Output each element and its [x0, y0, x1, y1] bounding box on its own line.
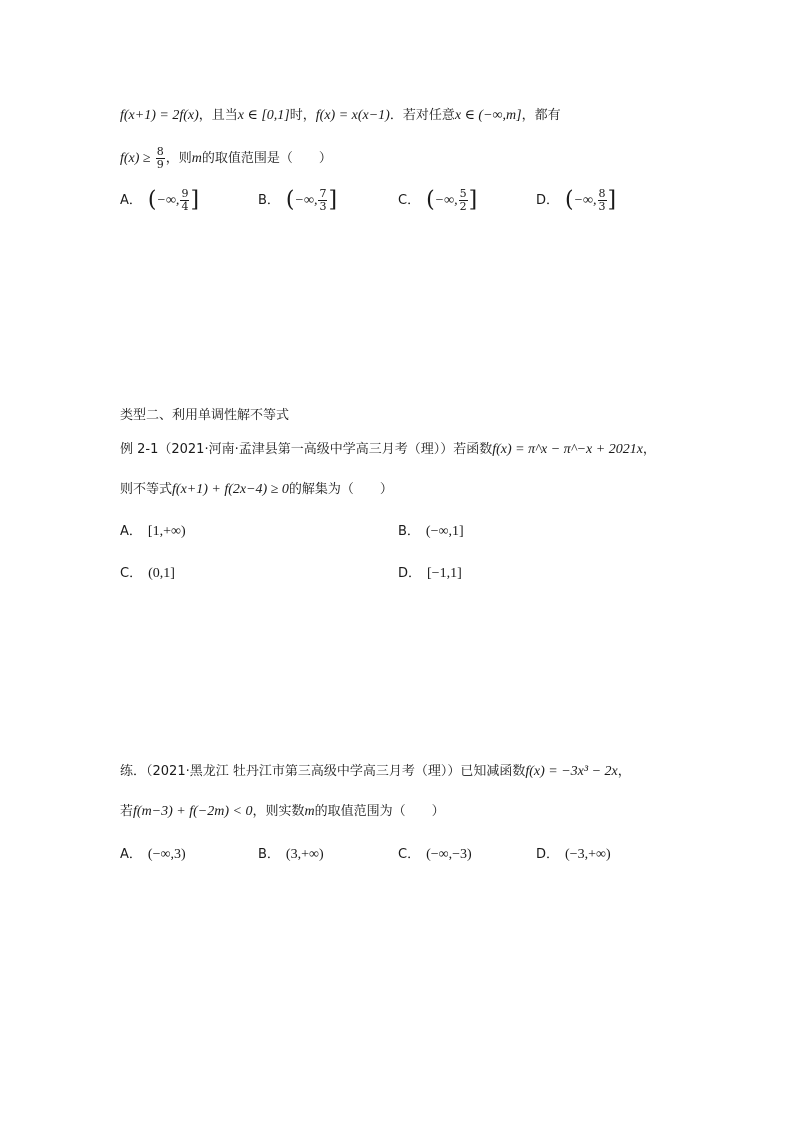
q1-option-b: B． (−∞, $\frac{7}{3}$ ]	[258, 187, 338, 213]
ex21-line-1: 例 2-1（2021·河南·孟津县第一高级中学高三月考（理））若函数f(x) = π^x − π^−x + 2021x，	[120, 442, 656, 457]
ex21-option-a: A． [1,+∞)	[120, 524, 186, 539]
q1-inequality: f(x) ≥	[120, 151, 151, 166]
q1-option-c: C． (−∞, $\frac{5}{2}$ ]	[398, 187, 478, 213]
q1-variable: m	[191, 151, 202, 166]
section-heading: 类型二、利用单调性解不等式	[120, 408, 290, 423]
practice-option-b: B． (3,+∞)	[258, 847, 324, 862]
q1-equation-2: f(x) = x(x−1)	[315, 108, 390, 123]
ex21-function: f(x) = π^x − π^−x + 2021x	[492, 442, 643, 457]
q1-condition: x ∈ [0,1]	[237, 108, 290, 123]
ex21-option-b: B． (−∞,1]	[398, 524, 464, 539]
q1-line-1: f(x+1) = 2f(x)，且当x ∈ [0,1]时，f(x) = x(x−1)．若对任意x ∈ (−∞,m]，都有	[120, 108, 561, 123]
practice-function: f(x) = −3x³ − 2x	[525, 764, 618, 779]
practice-line-2: 若f(m−3) + f(−2m) < 0，则实数m的取值范围为（ ）	[120, 804, 445, 819]
ex21-line-2: 则不等式f(x+1) + f(2x−4) ≥ 0的解集为（ ）	[120, 482, 393, 497]
q1-option-a: A． (−∞, $\frac{9}{4}$ ]	[120, 187, 200, 213]
practice-variable: m	[304, 804, 315, 819]
q1-fraction: $\frac{8}{9}$	[156, 145, 164, 171]
q1-line-2: f(x) ≥ $\frac{8}{9}$ ，则m的取值范围是（ ）	[120, 145, 332, 171]
q1-option-d: D． (−∞, $\frac{8}{3}$ ]	[536, 187, 617, 213]
practice-option-d: D． (−3,+∞)	[536, 847, 611, 862]
ex21-option-d: D． [−1,1]	[398, 566, 462, 581]
practice-option-c: C． (−∞,−3)	[398, 847, 472, 862]
practice-inequality: f(m−3) + f(−2m) < 0	[133, 804, 253, 819]
q1-range: x ∈ (−∞,m]	[454, 108, 522, 123]
q1-equation-1: f(x+1) = 2f(x)	[120, 108, 199, 123]
ex21-option-c: C． (0,1]	[120, 566, 175, 581]
practice-line-1: 练．（2021·黑龙江 牡丹江市第三高级中学高三月考（理））已知减函数f(x) = −3x³ − 2x，	[120, 764, 631, 779]
ex21-inequality: f(x+1) + f(2x−4) ≥ 0	[172, 482, 289, 497]
practice-option-a: A． (−∞,3)	[120, 847, 186, 862]
